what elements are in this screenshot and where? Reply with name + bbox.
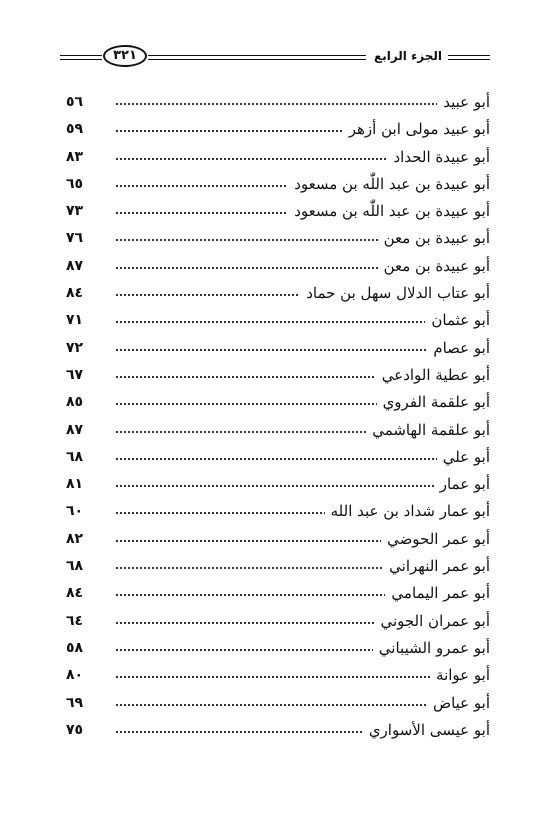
entry-page-number: ٨٧ [66, 421, 84, 438]
index-entry [66, 691, 490, 718]
index-entry [66, 663, 490, 690]
header-rule-left [60, 55, 102, 60]
entry-page-number: ٦٨ [66, 448, 84, 465]
entry-name: أبو عمر النهراني [383, 554, 490, 578]
entry-name: أبو عبيد مولى ابن أزهر [343, 117, 490, 141]
index-entry [66, 527, 490, 554]
entry-page-number: ٧٢ [66, 339, 84, 356]
index-entry [66, 363, 490, 390]
entry-page-number: ٥٨ [66, 639, 84, 656]
entry-name: أبو عثمان [425, 308, 490, 332]
header-rule-right [448, 55, 490, 60]
entry-name: أبو عمران الجوني [374, 609, 490, 633]
header-rule-middle [148, 55, 366, 60]
index-entry [66, 226, 490, 253]
index-entry [66, 554, 490, 581]
entry-name: أبو عبيد [437, 90, 490, 114]
entry-name: أبو علي [437, 445, 490, 469]
index-entry [66, 117, 490, 144]
entry-name: أبو عبيدة بن عبد اللّٰه بن مسعود [288, 172, 490, 196]
entry-name: أبو عبيدة بن عبد اللّٰه بن مسعود [288, 199, 490, 223]
entry-name: أبو علقمة الهاشمي [366, 418, 490, 442]
entry-page-number: ٨٧ [66, 257, 84, 274]
entry-page-number: ٨٤ [66, 585, 84, 602]
entry-name: أبو عمار شداد بن عبد الله [325, 499, 490, 523]
entry-name: أبو عتاب الدلال سهل بن حماد [300, 281, 490, 305]
entry-name: أبو علقمة الفروي [377, 390, 490, 414]
index-entry [66, 418, 490, 445]
index-entry [66, 90, 490, 117]
entry-name: أبو عوانة [430, 663, 490, 687]
entry-page-number: ٧٥ [66, 721, 84, 738]
entry-name: أبو عياض [427, 691, 490, 715]
index-entry [66, 390, 490, 417]
index-entry [66, 472, 490, 499]
index-entry [66, 499, 490, 526]
dot-leader [116, 103, 490, 105]
entry-name: أبو عبيدة الحداد [387, 145, 490, 169]
entry-page-number: ٦٤ [66, 612, 84, 629]
entry-page-number: ٧١ [66, 312, 84, 329]
page-number: ٣٢١ [103, 45, 147, 67]
index-entry [66, 636, 490, 663]
index-entry [66, 609, 490, 636]
entry-name: أبو عيسى الأسواري [363, 718, 490, 742]
entry-page-number: ٨٣ [66, 148, 84, 165]
entry-name: أبو عبيدة بن معن [378, 226, 490, 250]
entry-name: أبو عبيدة بن معن [378, 254, 490, 278]
index-entry [66, 445, 490, 472]
entry-page-number: ٦٨ [66, 558, 84, 575]
entry-page-number: ٨٠ [66, 667, 84, 684]
index-entry [66, 581, 490, 608]
entry-page-number: ٦٩ [66, 694, 84, 711]
entry-page-number: ٦٥ [66, 175, 84, 192]
section-title: الجزء الرابع [374, 49, 442, 63]
entry-page-number: ٨٤ [66, 285, 84, 302]
entry-page-number: ٥٩ [66, 121, 84, 138]
entry-page-number: ٨٢ [66, 530, 84, 547]
entry-name: أبو عصام [427, 336, 490, 360]
index-entry [66, 281, 490, 308]
index-entry [66, 199, 490, 226]
entry-page-number: ٨٥ [66, 394, 84, 411]
page-header [60, 44, 490, 70]
entry-page-number: ٧٣ [66, 203, 84, 220]
index-list [66, 90, 490, 745]
entry-name: أبو عمر الحوضي [381, 527, 490, 551]
entry-page-number: ٦٧ [66, 366, 84, 383]
entry-name: أبو عمار [434, 472, 490, 496]
entry-page-number: ٥٦ [66, 94, 84, 110]
dot-leader [116, 458, 490, 460]
entry-page-number: ٨١ [66, 476, 84, 493]
entry-name: أبو عطية الوادعي [376, 363, 490, 387]
entry-page-number: ٦٠ [66, 503, 84, 520]
index-entry [66, 254, 490, 281]
entry-page-number: ٧٦ [66, 230, 84, 247]
entry-name: أبو عمر اليمامي [385, 581, 490, 605]
index-entry [66, 336, 490, 363]
index-entry [66, 718, 490, 745]
index-entry [66, 308, 490, 335]
index-entry [66, 145, 490, 172]
entry-name: أبو عمرو الشيباني [373, 636, 490, 660]
index-entry [66, 172, 490, 199]
